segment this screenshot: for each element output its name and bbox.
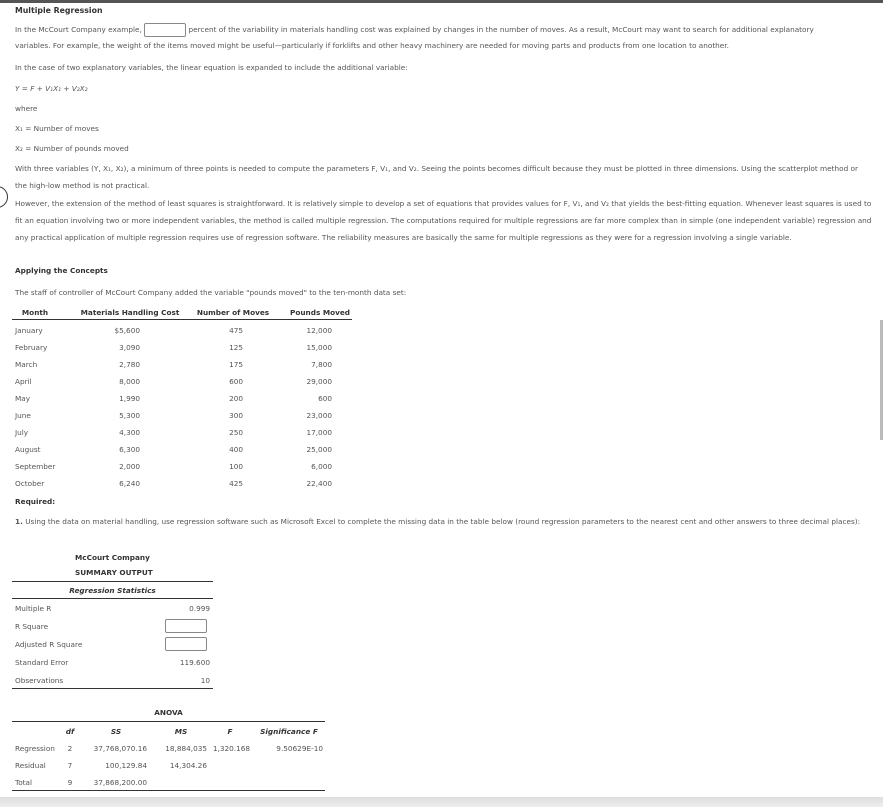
anova-cell: Regression <box>15 744 55 753</box>
x1-definition: X₁ = Number of moves <box>15 124 99 133</box>
month-cell: January <box>15 326 43 335</box>
paragraph-2: In the case of two explanatory variables, the linear equation is expanded to include the additional variable: <box>15 63 408 72</box>
where-label: where <box>15 104 38 113</box>
anova-header: SS <box>110 727 122 736</box>
regression-stats-title: Regression Statistics <box>69 586 156 595</box>
top-bar <box>0 0 883 3</box>
anova-header: F <box>227 727 233 736</box>
value-cell: 2,780 <box>119 360 140 369</box>
value-cell: 600 <box>318 394 332 403</box>
value-cell: 15,000 <box>306 343 332 352</box>
value-cell: 475 <box>229 326 243 335</box>
anova-cell: Total <box>15 778 33 787</box>
value-cell: 6,240 <box>119 479 140 488</box>
footer-bar <box>0 797 883 807</box>
anova-cell: 100,129.84 <box>105 761 147 770</box>
value-cell: 125 <box>229 343 243 352</box>
column-header: Number of Moves <box>196 308 270 317</box>
value-cell: 4,300 <box>119 428 140 437</box>
stat-input[interactable] <box>165 619 207 633</box>
value-cell: 23,000 <box>306 411 332 420</box>
stat-value: 10 <box>200 676 210 685</box>
value-cell: 200 <box>229 394 243 403</box>
applying-heading: Applying the Concepts <box>15 266 108 275</box>
question-text: Using the data on material handling, use regression software such as Microsoft Excel to complete the missing data in the table below (round regression parameters to the nearest cent and other answers to three decimal places): <box>25 517 861 526</box>
anova-cell: 1,320.168 <box>212 744 250 753</box>
anova-cell: 7 <box>67 761 73 770</box>
anova-title: ANOVA <box>154 708 183 717</box>
stat-label: R Square <box>15 622 49 631</box>
value-cell: 425 <box>229 479 243 488</box>
value-cell: 29,000 <box>306 377 332 386</box>
value-cell: 400 <box>229 445 243 454</box>
anova-cell: 37,768,070.16 <box>93 744 147 753</box>
side-handle[interactable] <box>0 186 8 208</box>
column-header: Pounds Moved <box>289 308 351 317</box>
paragraph-5: The staff of controller of McCourt Company added the variable "pounds moved" to the ten-month data set: <box>15 288 407 297</box>
anova-header: df <box>65 727 75 736</box>
month-cell: August <box>15 445 41 454</box>
anova-cell: 2 <box>67 744 73 753</box>
value-cell: $5,600 <box>114 326 140 335</box>
value-cell: 3,090 <box>119 343 140 352</box>
stat-label: Standard Error <box>15 658 69 667</box>
equation: Y = F + V₁X₁ + V₂X₂ <box>15 84 88 93</box>
value-cell: 600 <box>229 377 243 386</box>
intro-after: percent of the variability in materials handling cost was explained by changes in the number of moves. As a result, McCourt may want to search for additional explanatory <box>188 25 814 34</box>
anova-cell: 18,884,035 <box>165 744 207 753</box>
paragraph-3: With three variables (Y, X₁, X₂), a minimum of three points is needed to compute the parameters F, V₁, and V₂. Seeing the points becomes difficult because they must be plotted in three dimensions. Using the scatterplot method or the high-low method is not practical. <box>15 164 858 190</box>
value-cell: 175 <box>229 360 243 369</box>
month-cell: March <box>15 360 38 369</box>
value-cell: 100 <box>229 462 243 471</box>
value-cell: 6,000 <box>311 462 332 471</box>
anova-cell: 9 <box>67 778 73 787</box>
anova-header: Significance F <box>260 727 318 736</box>
intro-line1 <box>15 23 814 37</box>
company-name: McCourt Company <box>75 553 150 562</box>
month-cell: July <box>15 428 29 437</box>
value-cell: 22,400 <box>306 479 332 488</box>
required-heading: Required: <box>15 497 56 506</box>
percent-input[interactable] <box>144 23 186 37</box>
value-cell: 300 <box>229 411 243 420</box>
anova-cell: 14,304.26 <box>169 761 207 770</box>
stat-label: Multiple R <box>15 604 52 613</box>
question-1 <box>15 513 875 530</box>
anova-header: MS <box>174 727 188 736</box>
intro-line2: variables. For example, the weight of the items moved might be useful—particularly if forklifts and other heavy machinery are needed for moving parts and products from one location to another. <box>15 41 729 50</box>
value-cell: 2,000 <box>119 462 140 471</box>
value-cell: 250 <box>229 428 243 437</box>
stat-label: Adjusted R Square <box>15 640 83 649</box>
column-header: Materials Handling Cost <box>80 308 180 317</box>
intro-before: In the McCourt Company example, <box>15 25 142 34</box>
month-cell: September <box>15 462 56 471</box>
value-cell: 8,000 <box>119 377 140 386</box>
stat-input[interactable] <box>165 637 207 651</box>
value-cell: 12,000 <box>306 326 332 335</box>
anova-cell: 9.50629E-10 <box>276 744 323 753</box>
month-cell: February <box>15 343 48 352</box>
value-cell: 1,990 <box>119 394 140 403</box>
month-cell: April <box>15 377 32 386</box>
month-cell: October <box>15 479 45 488</box>
month-cell: May <box>15 394 31 403</box>
page-title: Multiple Regression <box>15 6 103 15</box>
value-cell: 17,000 <box>306 428 332 437</box>
value-cell: 5,300 <box>119 411 140 420</box>
stat-value: 119.600 <box>179 658 210 667</box>
stat-label: Observations <box>15 676 64 685</box>
paragraph-4: However, the extension of the method of least squares is straightforward. It is relatively simple to develop a set of equations that provides values for F, V₁, and V₂ that yields the best-fitting equation. Whenever least squares is used to fit an equation involving two or more independent variables, the method is called multiple regression. The computations required for multiple regressions are far more complex than in simple (one independent variable) regression and any practical application of multiple regression requires use of regression software. The reliability measures are basically the same for multiple regressions as they were for a regression involving a single variable. <box>15 199 872 242</box>
month-cell: June <box>15 411 31 420</box>
stat-value: 0.999 <box>189 604 210 613</box>
value-cell: 7,800 <box>311 360 332 369</box>
question-number: 1. <box>15 517 23 526</box>
anova-cell: 37,868,200.00 <box>93 778 147 787</box>
x2-definition: X₂ = Number of pounds moved <box>15 144 129 153</box>
value-cell: 6,300 <box>119 445 140 454</box>
anova-cell: Residual <box>15 761 46 770</box>
column-header: Month <box>21 308 49 317</box>
value-cell: 25,000 <box>306 445 332 454</box>
summary-title: SUMMARY OUTPUT <box>75 568 153 577</box>
